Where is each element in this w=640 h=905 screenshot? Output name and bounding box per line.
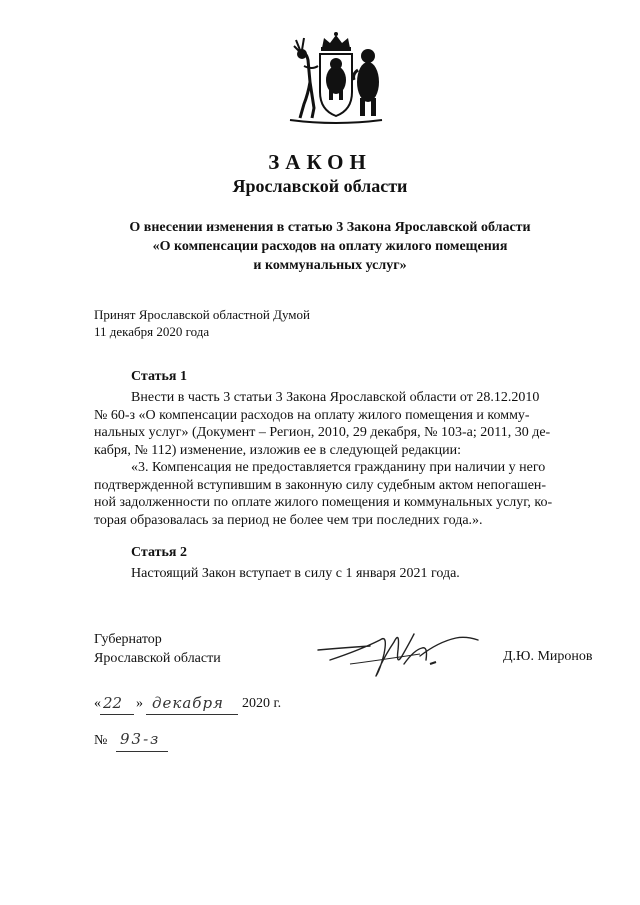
signer-name: Д.Ю. Миронов: [503, 649, 593, 664]
signer-position-line: Губернатор: [94, 632, 162, 647]
adoption-date: 11 декабря 2020 года: [94, 324, 210, 339]
number-sign: №: [94, 733, 108, 748]
signing-date: [94, 696, 334, 720]
text-line: подтвержденной вступившим в законную силу судебным актом непогашен-: [94, 477, 547, 493]
text-line: Настоящий Закон вступает в силу с 1 января 2021 года.: [131, 566, 460, 581]
signer-position: [94, 630, 221, 668]
article-1-body: [94, 389, 594, 529]
subject-line: «О компенсации расходов на оплату жилого помещения: [152, 239, 508, 254]
article-2-heading: Статья 2: [131, 545, 187, 560]
handwritten-signature: [310, 620, 485, 680]
law-number-handwritten: 93-з: [120, 730, 161, 748]
coat-of-arms-emblem: [282, 30, 390, 126]
document-region: Ярославской области: [232, 176, 408, 196]
text-line: Внести в часть 3 статьи 3 Закона Ярославской области от 28.12.2010: [131, 390, 540, 405]
date-month-underline: [146, 714, 238, 715]
law-number-underline: [116, 751, 168, 752]
law-number: [94, 730, 214, 773]
date-day-underline: [100, 714, 134, 715]
date-day-handwritten: 22: [103, 694, 123, 712]
text-line: нальных услуг» (Документ – Регион, 2010, 29 декабря, № 103-а; 2011, 30 де-: [94, 425, 551, 440]
document-title: ЗАКОН: [268, 150, 372, 174]
date-quote-close: »: [136, 696, 143, 711]
text-line: № 60-з «О компенсации расходов на оплату жилого помещения и комму-: [94, 407, 530, 423]
document-subject: [110, 218, 550, 275]
signer-position-line: Ярославской области: [94, 651, 221, 666]
text-line: кабря, № 112) изменение, изложив ее в следующей редакции:: [94, 442, 461, 458]
text-line: ной задолженности по оплате жилого помещения и коммунальных услуг, ко-: [94, 495, 553, 510]
text-line: «3. Компенсация не предоставляется гражданину при наличии у него: [131, 460, 546, 475]
adoption-note: [94, 306, 310, 340]
subject-line: и коммунальных услуг»: [253, 258, 407, 273]
article-1-heading: Статья 1: [131, 369, 187, 384]
subject-line: О внесении изменения в статью 3 Закона Ярославской области: [129, 220, 531, 235]
adoption-body: Принят Ярославской областной Думой: [94, 307, 310, 322]
date-month-handwritten: декабря: [152, 694, 224, 712]
text-line: торая образовалась за период не более чем три последних года.».: [94, 512, 483, 528]
date-year: 2020 г.: [242, 696, 282, 711]
article-2-body: [94, 565, 594, 583]
date-quote-open: «: [94, 696, 101, 711]
